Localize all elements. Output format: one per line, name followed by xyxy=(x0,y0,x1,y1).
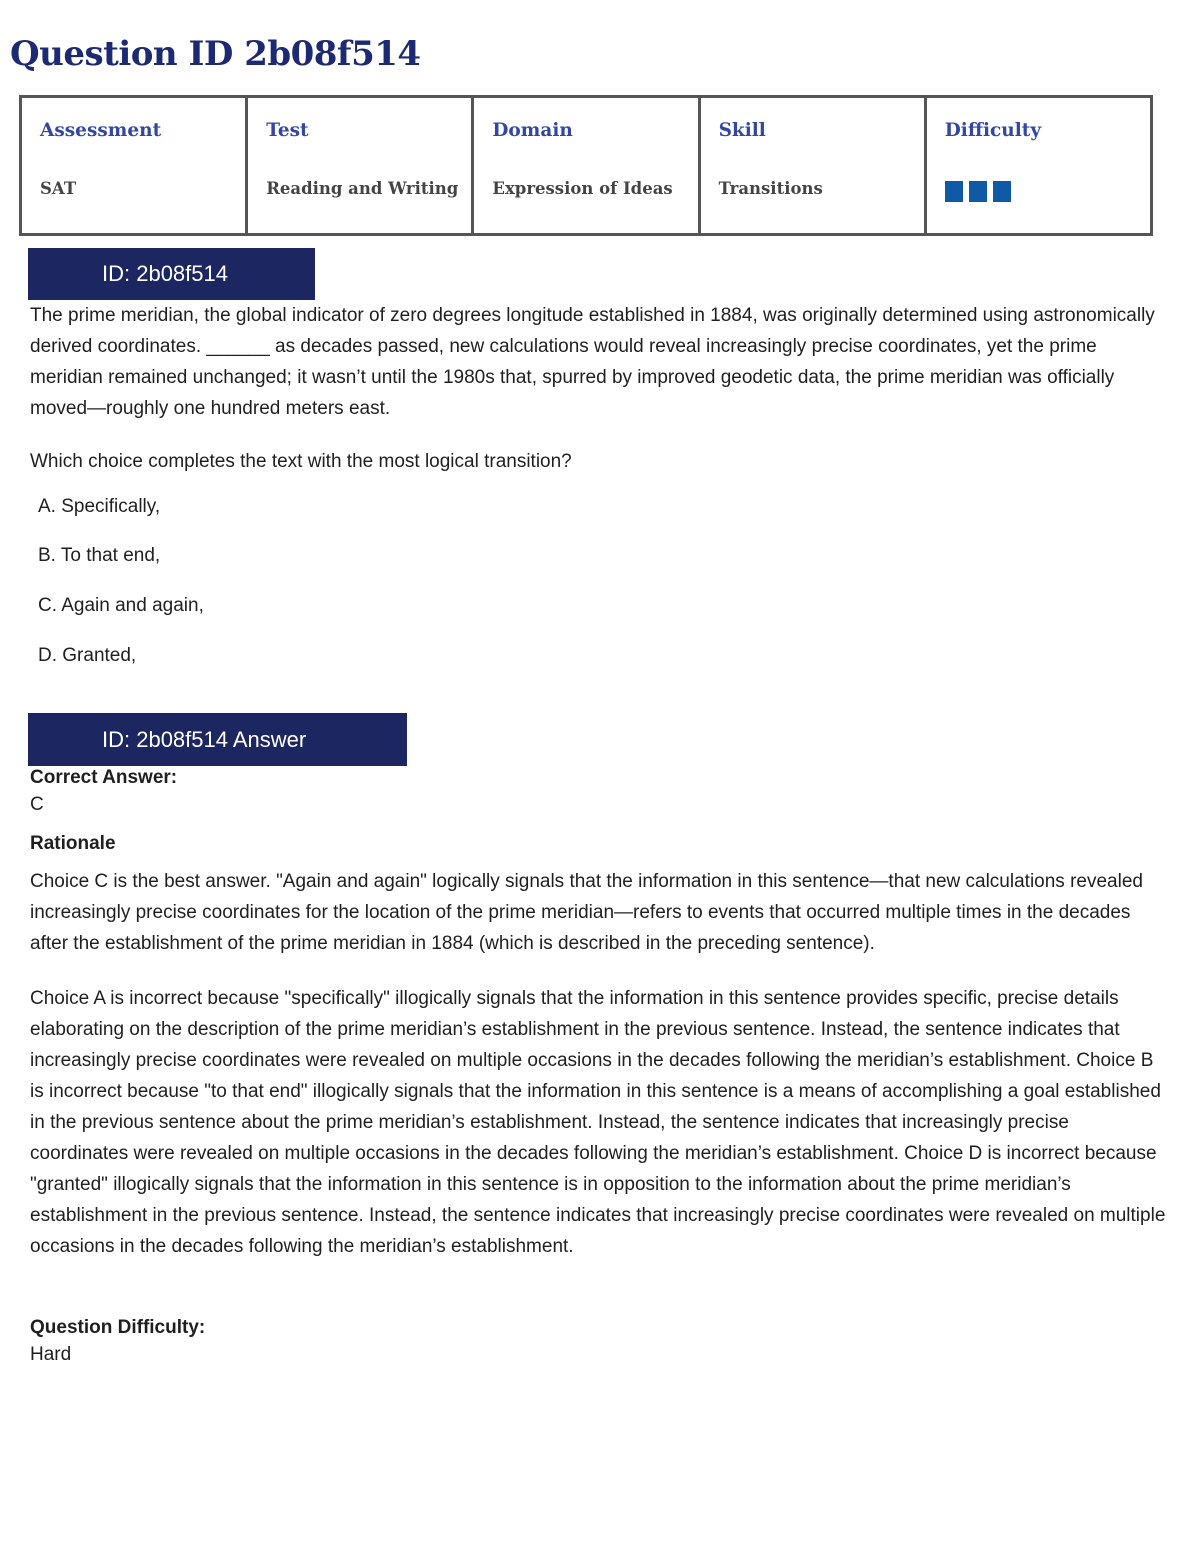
domain-label: Domain xyxy=(492,120,573,141)
difficulty-bar xyxy=(969,181,987,202)
skill-value: Transitions xyxy=(718,179,823,198)
page-title: Question ID 2b08f514 xyxy=(10,34,421,74)
correct-answer-value: C xyxy=(30,794,44,815)
rationale-heading: Rationale xyxy=(30,833,116,854)
metadata-table xyxy=(19,95,1153,236)
skill-label: Skill xyxy=(718,120,766,141)
answer-choice-a: A. Specifically, xyxy=(38,496,161,517)
difficulty-bar xyxy=(993,181,1011,202)
metadata-row xyxy=(21,97,1152,235)
answer-choice-d: D. Granted, xyxy=(38,645,137,666)
difficulty-label: Difficulty xyxy=(944,120,1042,141)
domain-cell xyxy=(473,97,699,235)
assessment-cell xyxy=(21,97,247,235)
question-passage: The prime meridian, the global indicator of zero degrees longitude established in 1884, was originally determined using astronomically derived coordinates. ______ as decades passed, new calculations would reveal increasingly precise coordinates, yet the prime meridian remained unchanged; it wasn’t until the 1980s that, spurred by improved geodetic data, the prime meridian was officially moved—roughly one hundred meters east. xyxy=(30,305,1155,419)
test-label: Test xyxy=(266,120,309,141)
answer-id-banner: ID: 2b08f514 Answer xyxy=(28,713,407,766)
assessment-label: Assessment xyxy=(40,120,162,141)
difficulty-bar xyxy=(945,181,963,202)
rationale-paragraph-incorrect: Choice A is incorrect because "specifically" illogically signals that the information in this sentence provides specific, precise details elaborating on the description of the prime meridian’s establishment in the previous sentence. Instead, the sentence indicates that increasingly precise coordinates were revealed on multiple occasions in the decades following the meridian’s establishment. Choice B is incorrect because "to that end" illogically signals that the information in this sentence is a means of accomplishing a goal established in the previous sentence about the prime meridian’s establishment. Instead, the sentence indicates that increasingly precise coordinates were revealed on multiple occasions in the decades following the meridian’s establishment. Choice D is incorrect because "granted" illogically signals that the information in this sentence is in opposition to the information about the prime meridian’s establishment in the previous sentence. Instead, the sentence indicates that increasingly precise coordinates were revealed on multiple occasions in the decades following the meridian’s establishment. xyxy=(30,988,1166,1257)
test-cell xyxy=(247,97,473,235)
assessment-value: SAT xyxy=(40,179,77,198)
question-stem: Which choice completes the text with the most logical transition? xyxy=(30,451,572,472)
question-difficulty-label: Question Difficulty: xyxy=(30,1317,206,1338)
difficulty-indicator xyxy=(945,181,1150,202)
rationale-paragraph-correct: Choice C is the best answer. "Again and again" logically signals that the information in this sentence—that new calculations revealed increasingly precise coordinates for the location of the prime meridian—refers to events that occurred multiple times in the decades after the establishment of the prime meridian in 1884 (which is described in the preceding sentence). xyxy=(30,871,1143,954)
question-id-banner: ID: 2b08f514 xyxy=(28,248,315,300)
skill-cell xyxy=(699,97,925,235)
domain-value: Expression of Ideas xyxy=(492,179,673,198)
correct-answer-label: Correct Answer: xyxy=(30,767,178,788)
test-value: Reading and Writing xyxy=(266,179,459,198)
question-difficulty-value: Hard xyxy=(30,1344,72,1365)
difficulty-cell xyxy=(925,97,1151,235)
answer-choice-c: C. Again and again, xyxy=(38,595,204,616)
answer-choice-b: B. To that end, xyxy=(38,545,161,566)
